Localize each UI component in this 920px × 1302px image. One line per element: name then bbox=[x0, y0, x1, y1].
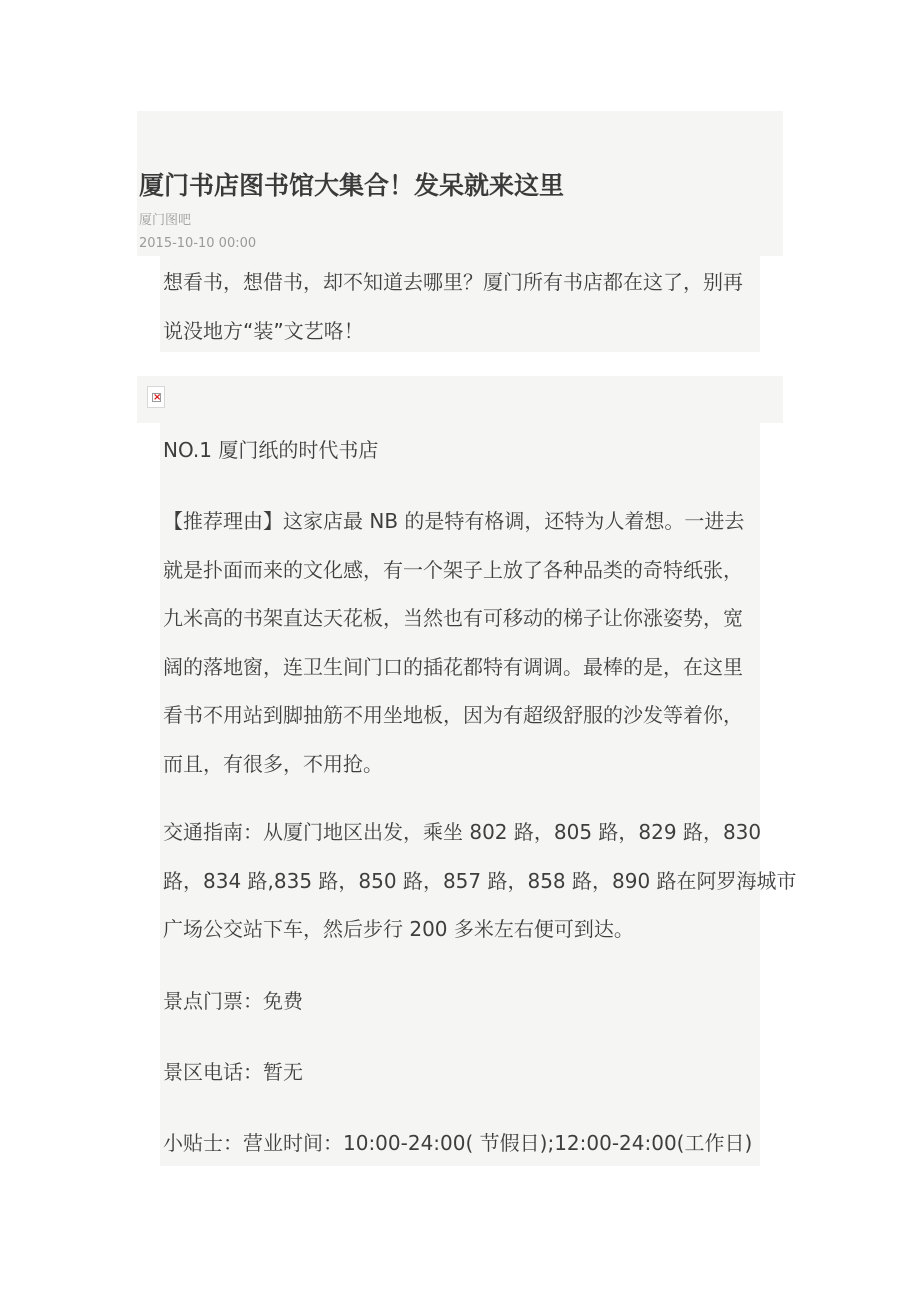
transport-line: 交通指南：从厦门地区出发，乘坐 802 路，805 路，829 路，830 bbox=[163, 820, 762, 844]
transport-paragraph bbox=[163, 808, 797, 954]
phone-text: 景区电话：暂无 bbox=[163, 1060, 303, 1084]
transport-line: 路，834 路,835 路，850 路，857 路，858 路，890 路在阿罗海城市 bbox=[163, 868, 797, 893]
article-date: 2015-10-10 00:00 bbox=[139, 236, 257, 251]
intro-line: 说没地方“装”文艺咯！ bbox=[163, 318, 364, 343]
article-header bbox=[137, 111, 783, 256]
reason-line: 就是扑面而来的文化感，有一个架子上放了各种品类的奇特纸张， bbox=[163, 557, 743, 582]
article-title: 厦门书店图书馆大集合！发呆就来这里 bbox=[139, 171, 565, 200]
close-icon: × bbox=[153, 392, 162, 403]
section-heading-text: NO.1 厦门纸的时代书店 bbox=[163, 438, 379, 462]
intro-line: 想看书，想借书，却不知道去哪里？厦门所有书店都在这了，别再 bbox=[163, 270, 743, 294]
phone-paragraph bbox=[163, 1048, 303, 1097]
reason-line: 看书不用站到脚抽筋不用坐地板，因为有超级舒服的沙发等着你， bbox=[163, 703, 743, 727]
reason-line: 而且，有很多，不用抢。 bbox=[163, 751, 383, 776]
article-author[interactable]: 厦门图吧 bbox=[139, 213, 192, 228]
tips-paragraph bbox=[163, 1119, 752, 1168]
reason-paragraph bbox=[163, 497, 744, 788]
tips-text: 小贴士：营业时间：10:00-24:00( 节假日);12:00-24:00(工作日) bbox=[163, 1131, 753, 1155]
section-heading bbox=[163, 426, 378, 475]
transport-line: 广场公交站下车，然后步行 200 多米左右便可到达。 bbox=[163, 917, 634, 941]
ticket-text: 景点门票：免费 bbox=[163, 989, 303, 1013]
broken-image-icon[interactable] bbox=[147, 386, 165, 408]
intro-paragraph bbox=[163, 258, 743, 355]
image-container bbox=[137, 376, 783, 423]
reason-line: 【推荐理由】这家店最 NB 的是特有格调，还特为人着想。一进去 bbox=[163, 509, 745, 533]
ticket-paragraph bbox=[163, 977, 303, 1026]
reason-line: 阔的落地窗，连卫生间门口的插花都特有调调。最棒的是，在这里 bbox=[163, 654, 743, 679]
reason-line: 九米高的书架直达天花板，当然也有可移动的梯子让你涨姿势，宽 bbox=[163, 606, 743, 630]
